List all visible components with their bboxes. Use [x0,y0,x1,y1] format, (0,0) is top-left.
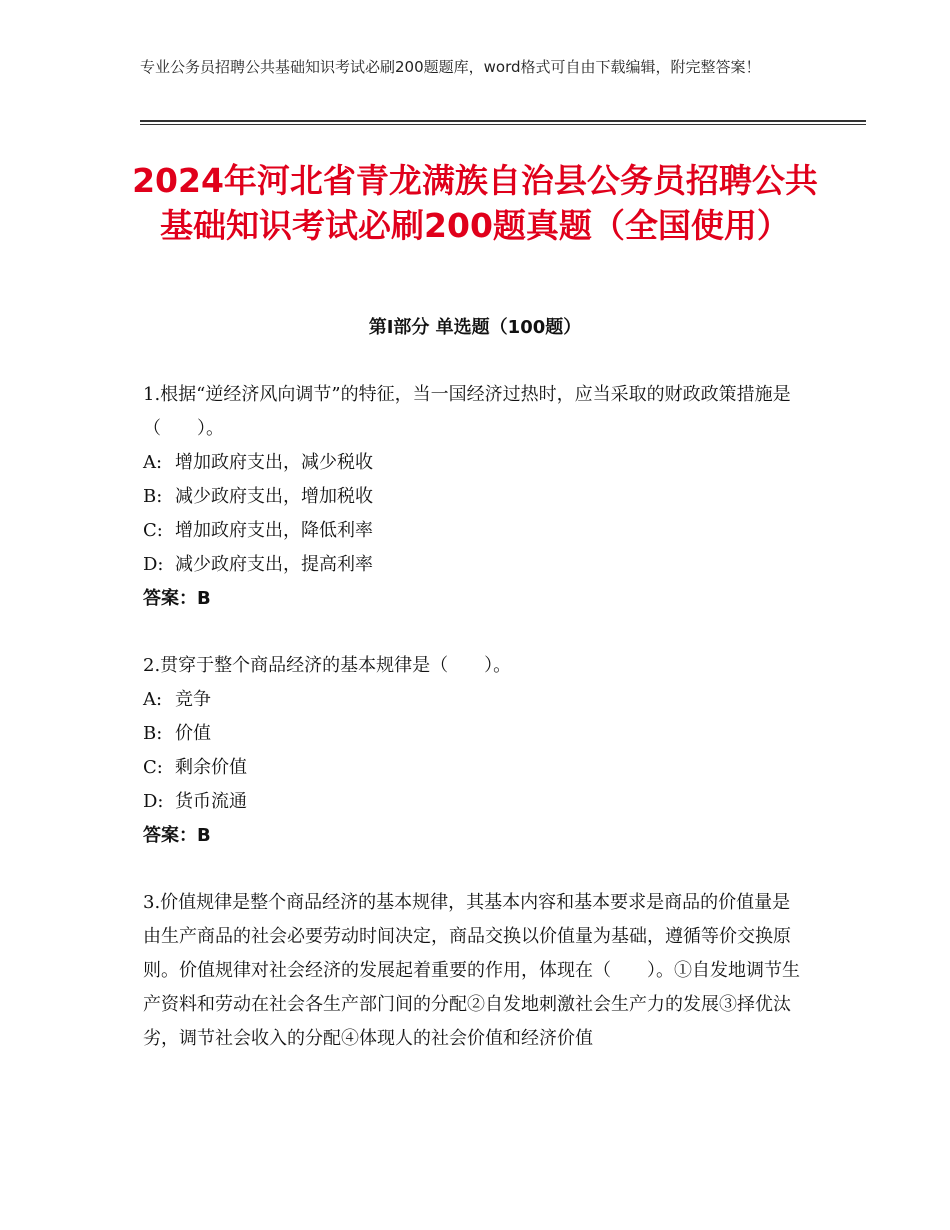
option-letter: A: [143,452,163,473]
question-2 [143,649,803,853]
answer: 答案：B [143,588,211,609]
option-b [143,717,803,751]
option-c [143,751,803,785]
option-text: 减少政府支出，增加税收 [175,486,373,507]
option-letter: A: [143,689,163,710]
option-letter: B: [143,486,163,507]
option-letter: D: [143,791,164,812]
option-letter: C: [143,520,163,541]
option-letter: D: [143,554,164,575]
option-text: 减少政府支出，提高利率 [175,554,373,575]
option-text: 竞争 [175,689,211,710]
section-title: 第Ⅰ部分 单选题（100题） [368,317,582,338]
option-text: 增加政府支出，降低利率 [175,520,373,541]
document-title: 2024年河北省青龙满族自治县公务员招聘公共基础知识考试必刷200题真题（全国使用） [132,161,818,245]
option-letter: B: [143,723,163,744]
option-d [143,548,803,582]
question-stem: 2.贯穿于整个商品经济的基本规律是（ ）。 [143,655,512,676]
question-1 [143,378,803,616]
option-d [143,785,803,819]
option-text: 货币流通 [175,791,247,812]
option-text: 价值 [175,723,211,744]
question-stem: 3.价值规律是整个商品经济的基本规律，其基本内容和基本要求是商品的价值量是由生产商品的社会必要劳动时间决定，商品交换以价值量为基础，遵循等价交换原则。价值规律对社会经济的发展起着重要的作用，体现在（ ）。①自发地调节生产资料和劳动在社会各生产部门间的分配②自发地刺激社会生产力的发展③择优汰劣，调节社会收入的分配④体现人的社会价值和经济价值 [143,892,800,1049]
question-3 [143,886,803,1056]
header-note: 专业公务员招聘公共基础知识考试必刷200题题库，word格式可自由下载编辑，附完整答案！ [140,58,761,76]
option-c [143,514,803,548]
header-rule-thin [140,124,866,125]
option-b [143,480,803,514]
option-a [143,683,803,717]
answer: 答案：B [143,825,211,846]
option-letter: C: [143,757,163,778]
question-stem: 1.根据“逆经济风向调节”的特征，当一国经济过热时，应当采取的财政政策措施是（ ）。 [143,384,791,439]
option-text: 剩余价值 [175,757,247,778]
question-list [143,378,803,1089]
option-a [143,446,803,480]
option-text: 增加政府支出，减少税收 [175,452,373,473]
header-rule [140,120,866,122]
